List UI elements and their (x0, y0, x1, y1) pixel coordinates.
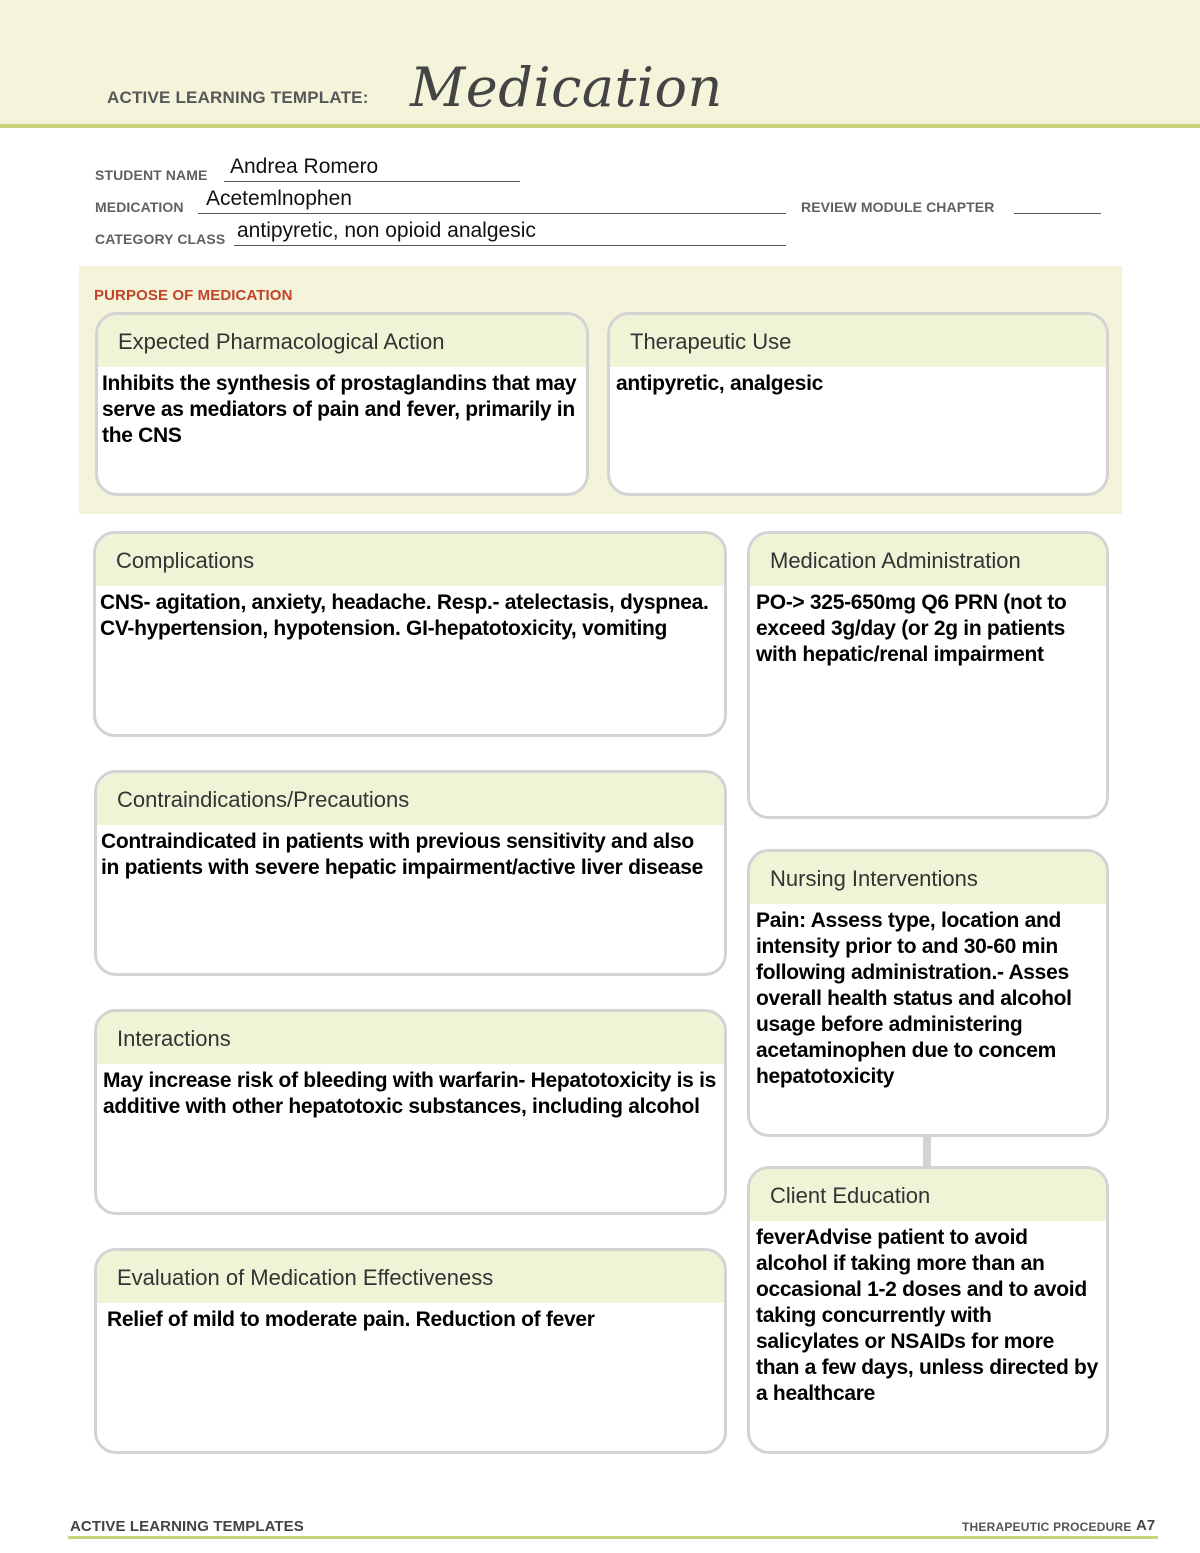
medication-administration-card (747, 531, 1109, 819)
medication-administration-title: Medication Administration (750, 534, 1106, 586)
student-name-value[interactable]: Andrea Romero (230, 155, 379, 178)
therapeutic-use-card (607, 312, 1109, 496)
nursing-interventions-body[interactable]: Pain: Assess type, location and intensity prior to and 30-60 min following administration.- Asses overall health status and alcohol usage before administering acetaminophen due to concem hepatotoxicity (756, 909, 1072, 1088)
category-class-label: CATEGORY CLASS (95, 231, 226, 247)
complications-card (93, 531, 727, 737)
category-class-line (234, 245, 786, 246)
student-name-label: STUDENT NAME (95, 167, 208, 183)
evaluation-title: Evaluation of Medication Effectiveness (97, 1251, 724, 1303)
therapeutic-use-body[interactable]: antipyretic, analgesic (616, 372, 823, 395)
footer-line (68, 1536, 1158, 1539)
interactions-title: Interactions (97, 1012, 724, 1064)
evaluation-body[interactable]: Relief of mild to moderate pain. Reduction of fever (107, 1308, 595, 1331)
interactions-card (94, 1009, 727, 1215)
review-module-line (1014, 213, 1101, 214)
evaluation-card (94, 1248, 727, 1454)
expected-action-title: Expected Pharmacological Action (98, 315, 586, 367)
expected-action-body[interactable]: Inhibits the synthesis of prostaglandins that may serve as mediators of pain and fever, primarily in the CNS (102, 372, 577, 447)
page-number: A7 (1136, 1517, 1156, 1534)
expected-action-card (95, 312, 589, 496)
template-prefix: ACTIVE LEARNING TEMPLATE: (107, 88, 369, 107)
complications-body[interactable]: CNS- agitation, anxiety, headache. Resp.- atelectasis, dyspnea. CV-hypertension, hypotension. GI-hepatotoxicity, vomiting (100, 591, 709, 640)
medication-line (198, 213, 786, 214)
purpose-label: PURPOSE OF MEDICATION (94, 287, 293, 304)
category-class-value[interactable]: antipyretic, non opioid analgesic (237, 219, 536, 242)
complications-title: Complications (96, 534, 724, 586)
contraindications-title: Contraindications/Precautions (97, 773, 724, 825)
contraindications-card (94, 770, 727, 976)
contraindications-body[interactable]: Contraindicated in patients with previous sensitivity and also in patients with severe hepatic impairment/active liver disease (101, 830, 704, 879)
client-education-card (747, 1166, 1109, 1454)
medication-administration-body[interactable]: PO-> 325-650mg Q6 PRN (not to exceed 3g/day (or 2g in patients with hepatic/renal impairment (756, 591, 1067, 666)
footer-section: THERAPEUTIC PROCEDURE (962, 1520, 1132, 1534)
therapeutic-use-title: Therapeutic Use (610, 315, 1106, 367)
nursing-interventions-title: Nursing Interventions (750, 852, 1106, 904)
review-module-label: REVIEW MODULE CHAPTER (801, 199, 995, 215)
client-education-body[interactable]: feverAdvise patient to avoid alcohol if taking more than an occasional 1-2 doses and to avoid taking concurrently with salicylates or NSAIDs for more than a few days, unless directed by a healthcare (756, 1226, 1098, 1405)
medication-label: MEDICATION (95, 199, 184, 215)
medication-value[interactable]: Acetemlnophen (206, 187, 352, 210)
nursing-interventions-card (747, 849, 1109, 1137)
interactions-body[interactable]: May increase risk of bleeding with warfarin- Hepatotoxicity is is additive with other hepatotoxic substances, including alcohol (103, 1069, 717, 1118)
footer-title: ACTIVE LEARNING TEMPLATES (70, 1518, 304, 1535)
client-education-title: Client Education (750, 1169, 1106, 1221)
student-name-line (224, 181, 520, 182)
page-title: Medication (410, 56, 723, 119)
connector-bar (923, 1136, 931, 1166)
